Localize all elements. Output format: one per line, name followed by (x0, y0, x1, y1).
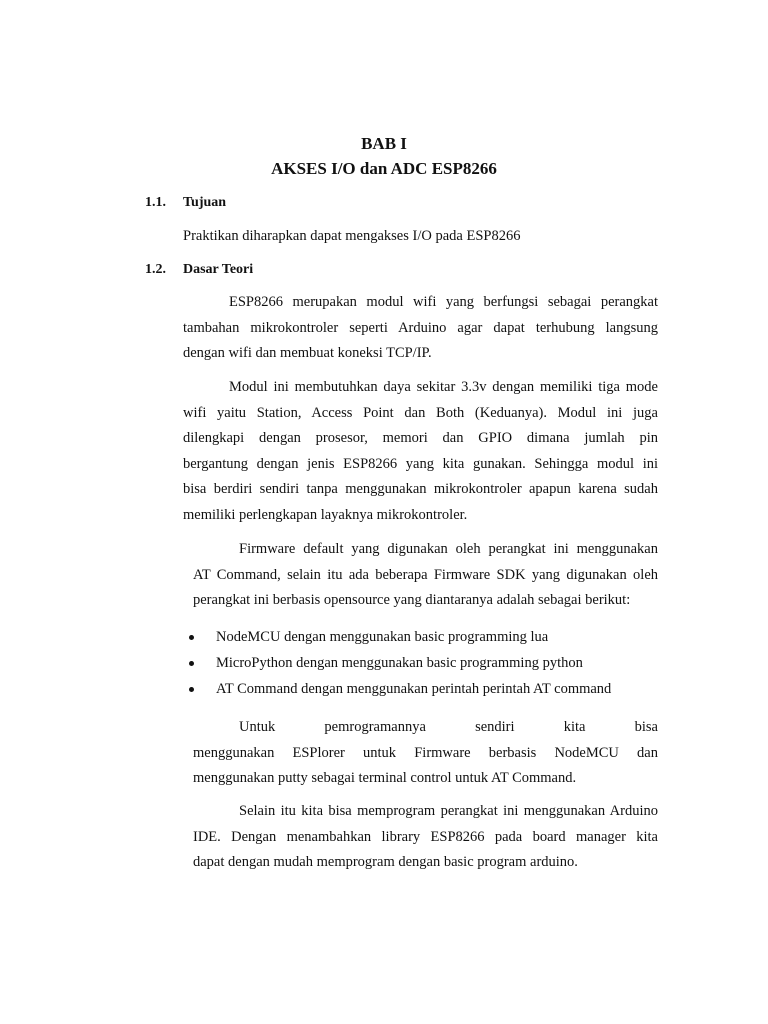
chapter-title: AKSES I/O dan ADC ESP8266 (271, 159, 497, 178)
paragraph-3 (193, 537, 658, 614)
paragraph-line: tambahan mikrokontroler seperti Arduino agar dapat terhubung langsung (183, 319, 658, 336)
tujuan-text: Praktikan diharapkan dapat mengakses I/O pada ESP8266 (183, 228, 521, 244)
paragraph-line: menggunakan putty sebagai terminal control untuk AT Command. (193, 770, 577, 786)
chapter-number: BAB I (361, 134, 407, 153)
section-number: 1.2. (145, 262, 166, 277)
paragraph-line: AT Command, selain itu ada beberapa Firmware SDK yang digunakan oleh (193, 566, 658, 583)
paragraph-line: bergantung dengan jenis ESP8266 yang kita gunakan. Sehingga modul ini (183, 455, 658, 472)
paragraph-line: bisa berdiri sendiri tanpa menggunakan mikrokontroler apapun karena sudah (183, 481, 658, 497)
paragraph-1 (183, 290, 658, 367)
paragraph-line: menggunakan ESPlorer untuk Firmware berbasis NodeMCU dan (193, 744, 658, 761)
bullet-icon (189, 687, 194, 692)
firmware-list (189, 624, 611, 702)
paragraph-2 (183, 375, 658, 528)
list-item: AT Command dengan menggunakan perintah perintah AT command (189, 676, 611, 702)
paragraph-line: IDE. Dengan menambahkan library ESP8266 pada board manager kita (193, 828, 658, 845)
paragraph-line (193, 715, 658, 741)
bullet-icon (189, 661, 194, 666)
paragraph-line: perangkat ini berbasis opensource yang diantaranya adalah sebagai berikut: (193, 592, 631, 608)
word: bisa (634, 719, 658, 735)
paragraph-line: Modul ini membutuhkan daya sekitar 3.3v dengan memiliki tiga mode (229, 379, 658, 395)
paragraph-line: Firmware default yang digunakan oleh perangkat ini menggunakan (239, 541, 658, 557)
paragraph-line: Selain itu kita bisa memprogram perangkat ini menggunakan Arduino (239, 803, 658, 819)
word: Untuk (239, 719, 276, 735)
paragraph-line: memiliki perlengkapan layaknya mikrokontroler. (183, 506, 468, 523)
section-title: Tujuan (183, 195, 227, 210)
bullet-icon (189, 635, 194, 640)
paragraph-line: dapat dengan mudah memprogram dengan basic program arduino. (193, 854, 578, 870)
paragraph-line: wifi yaitu Station, Access Point dan Both (Keduanya). Modul ini juga (183, 404, 658, 421)
list-item: NodeMCU dengan menggunakan basic programming lua (189, 624, 611, 650)
section-heading-tujuan (145, 195, 226, 211)
paragraph-4 (193, 715, 658, 792)
list-item: MicroPython dengan menggunakan basic programming python (189, 650, 611, 676)
word: pemrogramannya (324, 719, 426, 735)
section-number: 1.1. (145, 195, 166, 210)
paragraph-5 (193, 799, 658, 876)
section-heading-dasar-teori (145, 262, 253, 278)
paragraph-line: ESP8266 merupakan modul wifi yang berfungsi sebagai perangkat (229, 294, 658, 310)
paragraph-line: dengan wifi dan membuat koneksi TCP/IP. (183, 345, 432, 361)
paragraph-line: dilengkapi dengan prosesor, memori dan GPIO dimana jumlah pin (183, 430, 658, 446)
section-title: Dasar Teori (183, 262, 254, 277)
word: sendiri (475, 719, 515, 735)
word: kita (563, 719, 586, 735)
